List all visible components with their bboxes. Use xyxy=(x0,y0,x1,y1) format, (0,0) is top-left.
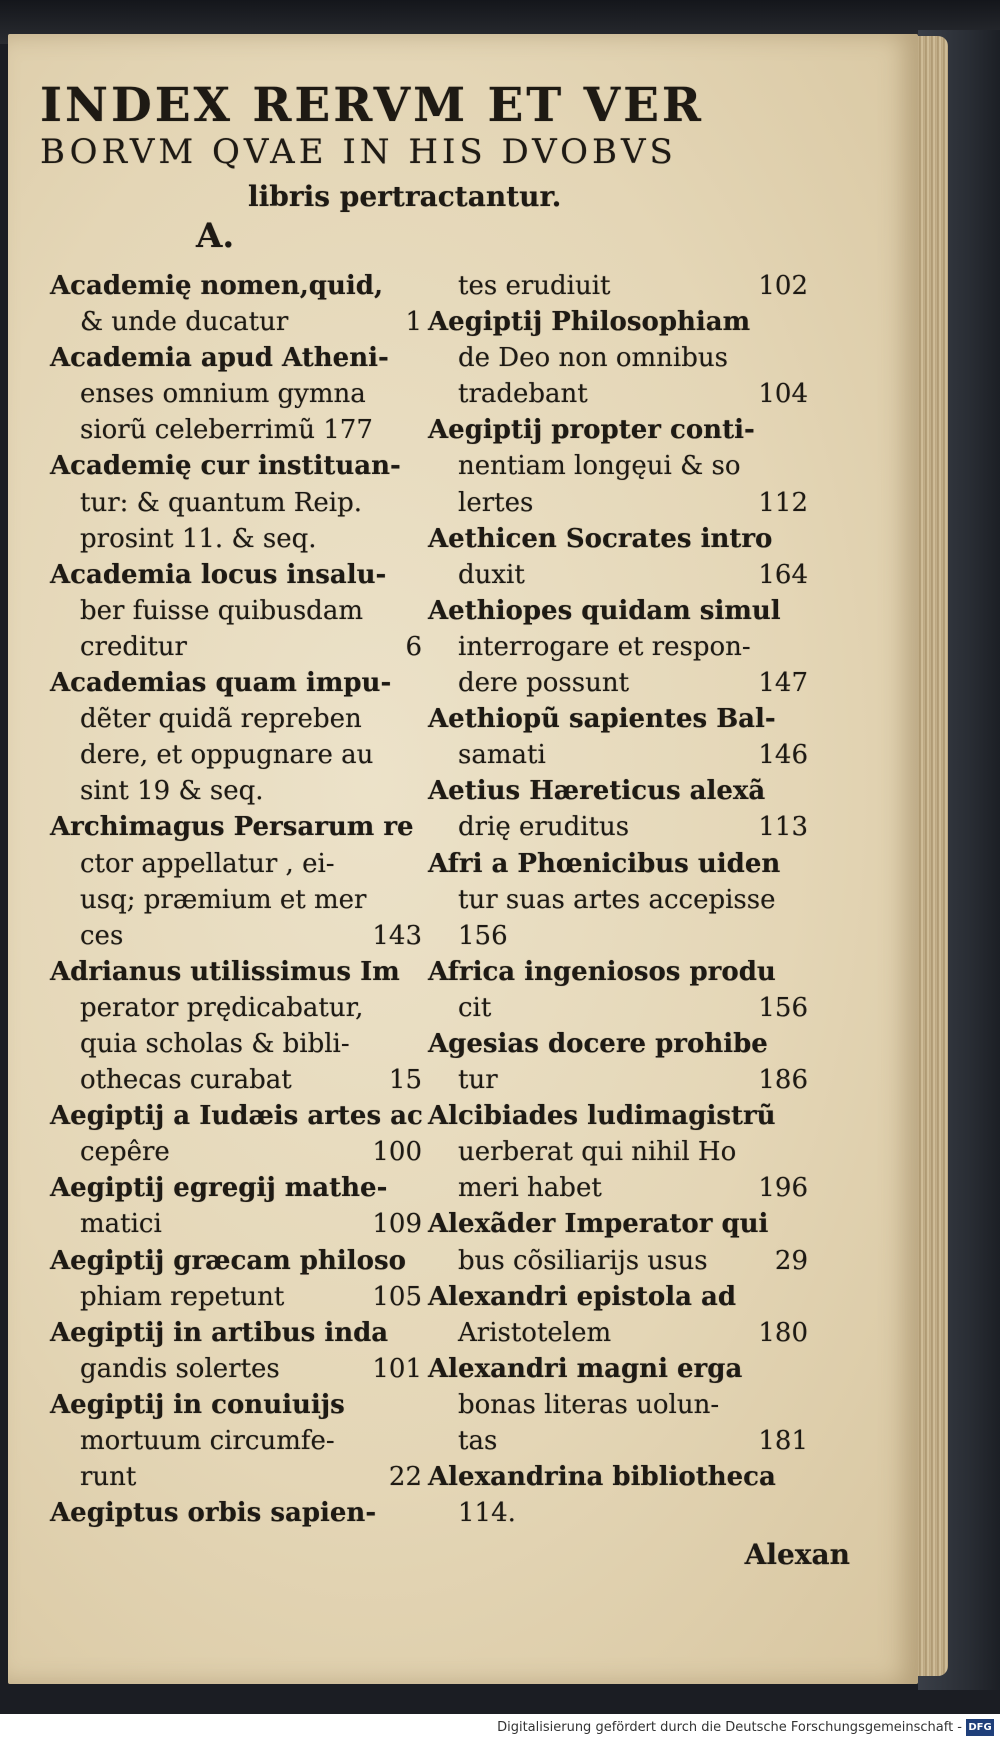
index-line xyxy=(50,593,422,629)
index-line-text: creditur xyxy=(80,631,187,662)
index-line xyxy=(428,1279,808,1315)
index-line-text: interrogare et respon- xyxy=(458,631,751,662)
index-line xyxy=(428,1351,808,1387)
index-line xyxy=(50,629,422,665)
index-line-text: Aegiptus orbis sapien- xyxy=(50,1498,377,1529)
index-line-text: Archimagus Persarum re xyxy=(50,812,414,843)
index-line xyxy=(50,1459,422,1495)
index-line xyxy=(50,1134,422,1170)
index-line-text: Aethicen Socrates intro xyxy=(428,523,773,554)
index-line-text: ces xyxy=(80,920,124,951)
index-line xyxy=(50,1243,422,1279)
index-page-number: 105 xyxy=(372,1281,422,1312)
index-line xyxy=(428,629,808,665)
index-line-text: cit xyxy=(458,992,492,1023)
index-line-text: siorũ celeberrimũ 177 xyxy=(80,415,373,446)
index-line-text: perator prędicabatur, xyxy=(80,992,364,1023)
index-line xyxy=(428,1243,808,1279)
index-line xyxy=(50,846,422,882)
index-page-number: 147 xyxy=(758,668,808,699)
index-title-line-1: INDEX RERVM ET VER xyxy=(40,78,704,133)
index-line-text: lertes xyxy=(458,487,534,518)
index-line xyxy=(428,1495,808,1531)
index-line-text: Aegiptij in artibus inda xyxy=(50,1317,389,1348)
index-line xyxy=(428,701,808,737)
index-line xyxy=(50,1170,422,1206)
index-line xyxy=(428,521,808,557)
index-line xyxy=(428,954,808,990)
index-line xyxy=(428,1423,808,1459)
index-line xyxy=(50,773,422,809)
index-page-number: 146 xyxy=(758,740,808,771)
index-line xyxy=(428,557,808,593)
index-title-line-2: BORVM QVAE IN HIS DVOBVS xyxy=(40,132,677,172)
index-line-text: runt xyxy=(80,1462,137,1493)
index-line-text: othecas curabat xyxy=(80,1065,292,1096)
index-line xyxy=(428,846,808,882)
index-line xyxy=(50,1206,422,1242)
index-line xyxy=(428,1170,808,1206)
index-line-text: Adrianus utilissimus Im xyxy=(50,956,400,987)
index-line xyxy=(428,268,808,304)
index-line-text: Aegiptij a Iudæis artes ac xyxy=(50,1101,423,1132)
index-line xyxy=(50,1062,422,1098)
index-line xyxy=(50,665,422,701)
index-page-number: 112 xyxy=(758,487,808,518)
index-line-text: tur: & quantum Reip. xyxy=(80,487,362,518)
index-line-text: ctor appellatur , ei- xyxy=(80,848,335,879)
index-line xyxy=(428,882,808,918)
index-line-text: Academias quam impu- xyxy=(50,668,392,699)
index-line-text: quia scholas & bibli- xyxy=(80,1028,350,1059)
index-line xyxy=(50,809,422,845)
index-line-text: Academię nomen,quid, xyxy=(50,271,383,301)
index-page-number: 164 xyxy=(758,559,808,590)
index-page-number: 104 xyxy=(758,379,808,410)
index-line-text: drię eruditus xyxy=(458,812,630,843)
index-line-text: Alexãder Imperator qui xyxy=(428,1209,769,1240)
index-line xyxy=(50,990,422,1026)
index-page-number: 181 xyxy=(758,1426,808,1456)
index-line-text: tas xyxy=(458,1426,498,1456)
index-line-text: 114. xyxy=(458,1498,516,1529)
index-line xyxy=(428,1026,808,1062)
index-line xyxy=(428,448,808,484)
index-line xyxy=(50,1098,422,1134)
index-line xyxy=(50,882,422,918)
index-page-number: 156 xyxy=(758,992,808,1023)
index-line-text: phiam repetunt xyxy=(80,1281,285,1312)
index-line-text: Alexandrina bibliotheca xyxy=(428,1462,776,1493)
index-line xyxy=(428,593,808,629)
index-page-number: 196 xyxy=(758,1173,808,1204)
index-line xyxy=(50,1387,422,1423)
index-line xyxy=(50,954,422,990)
index-page-number: 102 xyxy=(758,271,808,301)
index-line xyxy=(428,1206,808,1242)
index-title-line-3: libris pertractantur. xyxy=(248,180,562,213)
index-line-text: usq; præmium et mer xyxy=(80,884,367,915)
index-line-text: Aethiopes quidam simul xyxy=(428,595,781,626)
index-line-text: Aristotelem xyxy=(458,1317,612,1348)
index-column-left xyxy=(50,268,422,1531)
index-line-text: Alcibiades ludimagistrũ xyxy=(428,1101,776,1132)
index-line-text: sint 19 & seq. xyxy=(80,776,264,807)
index-line-text: prosint 11. & seq. xyxy=(80,523,317,554)
index-line xyxy=(428,990,808,1026)
index-line xyxy=(428,412,808,448)
index-line-text: Africa ingeniosos produ xyxy=(428,956,776,987)
index-line-text: Academia locus insalu- xyxy=(50,559,387,590)
index-line-text: dẽter quidã repreben xyxy=(80,704,362,735)
index-line xyxy=(50,1279,422,1315)
index-column-right xyxy=(428,268,808,1531)
index-line xyxy=(50,340,422,376)
index-line xyxy=(50,737,422,773)
index-line xyxy=(50,485,422,521)
index-line xyxy=(50,1423,422,1459)
index-line-text: bonas literas uolun- xyxy=(458,1389,720,1420)
index-line-text: meri habet xyxy=(458,1173,602,1204)
index-line-text: tes erudiuit xyxy=(458,271,611,301)
index-line-text: dere, et oppugnare au xyxy=(80,740,374,771)
index-line xyxy=(428,1387,808,1423)
catchword: Alexan xyxy=(744,1538,850,1571)
index-line xyxy=(428,1098,808,1134)
index-line xyxy=(428,809,808,845)
index-page-number: 15 xyxy=(388,1065,422,1096)
index-line-text: Academia apud Atheni- xyxy=(50,343,389,374)
index-line xyxy=(428,1062,808,1098)
index-line-text: Aegiptij Philosophiam xyxy=(428,307,751,338)
index-page-number: 186 xyxy=(758,1065,808,1096)
index-line-text: Aegiptij in conuiuijs xyxy=(50,1389,345,1420)
index-line xyxy=(428,485,808,521)
index-line xyxy=(428,918,808,954)
index-line-text: Aegiptij græcam philoso xyxy=(50,1245,406,1276)
index-line-text: de Deo non omnibus xyxy=(458,343,728,374)
index-line xyxy=(50,304,422,340)
index-line-text: tradebant xyxy=(458,379,588,410)
index-line xyxy=(50,1315,422,1351)
section-letter: A. xyxy=(196,216,235,256)
index-page-number: 143 xyxy=(372,920,422,951)
index-line-text: samati xyxy=(458,740,546,771)
index-line-text: Alexandri epistola ad xyxy=(428,1281,737,1312)
index-line-text: mortuum circumfe- xyxy=(80,1426,335,1456)
index-line xyxy=(50,268,422,304)
index-line xyxy=(50,376,422,412)
index-line-text: dere possunt xyxy=(458,668,630,699)
index-line-text: uerberat qui nihil Ho xyxy=(458,1137,737,1168)
dfg-logo: DFG xyxy=(966,1719,994,1736)
index-line xyxy=(428,1134,808,1170)
index-line-text: gandis solertes xyxy=(80,1353,280,1384)
index-page-number: 113 xyxy=(758,812,808,843)
index-line-text: tur xyxy=(458,1065,498,1096)
index-line xyxy=(50,918,422,954)
index-line xyxy=(50,1351,422,1387)
index-line-text: Aegiptij egregij mathe- xyxy=(50,1173,388,1204)
index-line-text: Aetius Hæreticus alexã xyxy=(428,776,766,807)
index-line xyxy=(428,1315,808,1351)
index-line xyxy=(428,376,808,412)
index-line-text: ber fuisse quibusdam xyxy=(80,595,363,626)
index-page-number: 100 xyxy=(372,1137,422,1168)
index-line xyxy=(428,340,808,376)
index-line xyxy=(428,304,808,340)
index-line xyxy=(50,701,422,737)
digitization-footer xyxy=(0,1714,1000,1742)
index-line xyxy=(50,521,422,557)
index-line-text: Agesias docere prohibe xyxy=(428,1028,768,1059)
footer-credit-text: Digitalisierung gefördert durch die Deutsche Forschungsgemeinschaft - xyxy=(497,1720,962,1735)
index-line xyxy=(50,448,422,484)
index-line-text: bus cõsiliarijs usus xyxy=(458,1245,708,1276)
index-page-number: 101 xyxy=(372,1353,422,1384)
index-page-number: 6 xyxy=(405,631,422,662)
index-line xyxy=(428,737,808,773)
index-line xyxy=(428,1459,808,1495)
index-line xyxy=(50,1026,422,1062)
index-line-text: cepêre xyxy=(80,1137,170,1168)
index-page-number: 180 xyxy=(758,1317,808,1348)
index-line-text: duxit xyxy=(458,559,525,590)
index-line-text: nentiam longęui & so xyxy=(458,451,741,482)
index-line-text: 156 xyxy=(458,920,508,951)
index-line-text: Aethiopũ sapientes Bal- xyxy=(428,704,776,735)
index-line-text: Alexandri magni erga xyxy=(428,1353,743,1384)
index-page-number: 29 xyxy=(774,1245,808,1276)
index-page-number: 109 xyxy=(372,1209,422,1240)
index-line-text: Afri a Phœnicibus uiden xyxy=(428,848,781,879)
index-page-number: 1 xyxy=(405,307,422,338)
index-line xyxy=(428,665,808,701)
index-page-number: 22 xyxy=(388,1462,422,1493)
index-line xyxy=(50,557,422,593)
index-line xyxy=(50,1495,422,1531)
index-line xyxy=(428,773,808,809)
index-line xyxy=(50,412,422,448)
index-line-text: Academię cur instituan- xyxy=(50,451,401,482)
index-line-text: matici xyxy=(80,1209,162,1240)
index-line-text: enses omnium gymna xyxy=(80,379,366,410)
index-line-text: Aegiptij propter conti- xyxy=(428,415,755,446)
index-line-text: tur suas artes accepisse xyxy=(458,884,776,915)
index-line-text: & unde ducatur xyxy=(80,307,289,338)
